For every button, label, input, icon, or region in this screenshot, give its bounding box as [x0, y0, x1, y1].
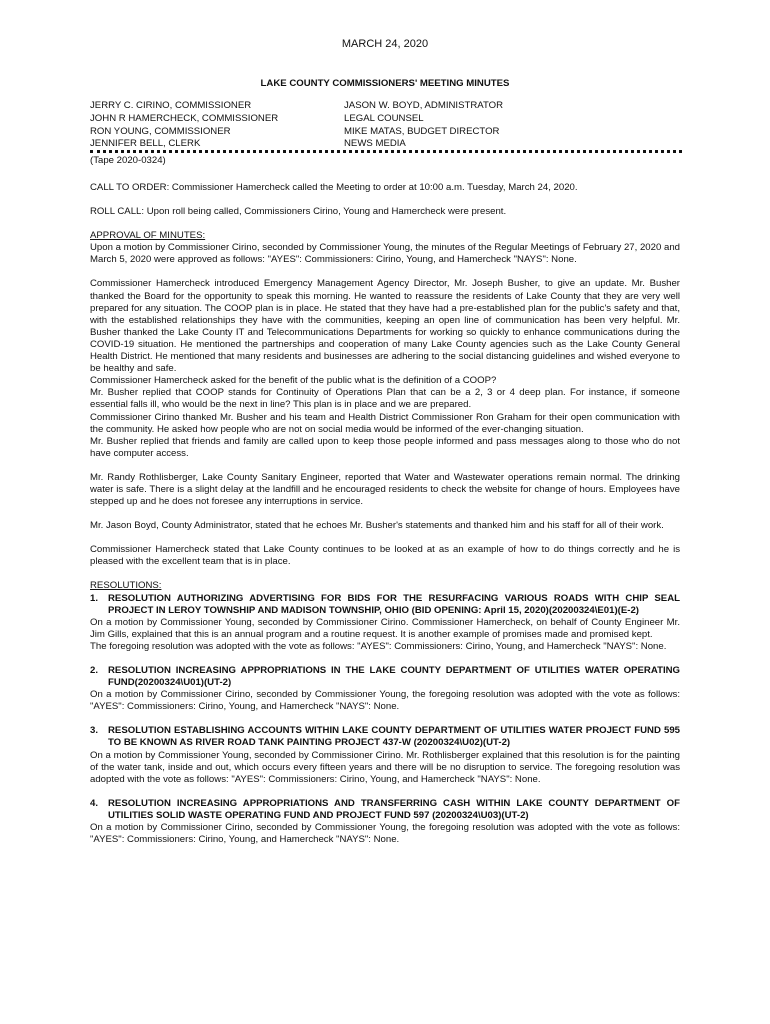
resolution-text: On a motion by Commissioner Young, seconded by Commissioner Cirino. Mr. Rothlisberger explained that this resolution is for the painting of the water tank, inside and out, which occurs every fifteen years and there will be no disruption to service. The foregoing resolution was adopted with the vote as follows: "AYES": Commissioners: Cirino, Young, and Hamercheck "NAYS": None.	[90, 749, 680, 785]
meeting-date: MARCH 24, 2020	[341, 38, 429, 50]
resolutions-heading: RESOLUTIONS:	[90, 580, 162, 592]
resolution-title: 2. RESOLUTION INCREASING APPROPRIATIONS IN THE LAKE COUNTY DEPARTMENT OF UTILITIES WATER OPERATING FUND(20200324\U01)(UT-2)	[90, 665, 680, 689]
roster-left-column	[90, 100, 340, 150]
roster-entry: JASON W. BOYD, ADMINISTRATOR	[344, 100, 504, 111]
resolution-text: On a motion by Commissioner Young, seconded by Commissioner Cirino. Commissioner Hamercheck, on behalf of County Engineer Mr. Jim Gills, explained that this is an annual program and a routine request. It is another example of promises made and promised kept.	[90, 616, 680, 640]
roster-entry: JOHN R HAMERCHECK, COMMISSIONER	[90, 112, 279, 124]
roster-entry: MIKE MATAS, BUDGET DIRECTOR	[344, 125, 500, 137]
dotted-divider	[90, 150, 682, 153]
boyd-statement: Mr. Jason Boyd, County Administrator, stated that he echoes Mr. Busher's statements and thanked him and his staff for all of their work.	[90, 520, 664, 532]
roster-entry: LEGAL COUNSEL	[344, 112, 424, 124]
roster-entry: JERRY C. CIRINO, COMMISSIONER	[90, 100, 252, 111]
resolution-title: 1. RESOLUTION AUTHORIZING ADVERTISING FOR BIDS FOR THE RESURFACING VARIOUS ROADS WITH CHIP SEAL PROJECT IN LEROY TOWNSHIP AND MADISON TOWNSHIP, OHIO (BID OPENING: April 15, 2020)(20200324\E01)(E-2)	[90, 592, 680, 616]
approval-heading: APPROVAL OF MINUTES:	[90, 230, 206, 242]
resolution-title: 4. RESOLUTION INCREASING APPROPRIATIONS AND TRANSFERRING CASH WITHIN LAKE COUNTY DEPARTMENT OF UTILITIES SOLID WASTE OPERATING FUND AND PROJECT FUND 597 (20200324\U03)(UT-2)	[90, 797, 680, 821]
cirino-thanks: Commissioner Cirino thanked Mr. Busher and his team and Health District Commissioner Ron Graham for their open communication with the community. He asked how people who are not on social media would be informed of the ever-changing situation.	[90, 411, 680, 435]
resolution-title: 3. RESOLUTION ESTABLISHING ACCOUNTS WITHIN LAKE COUNTY DEPARTMENT OF UTILITIES WATER PROJECT FUND 595 TO BE KNOWN AS RIVER ROAD TANK PAINTING PROJECT 437-W (20200324\U02)(UT-2)	[90, 725, 680, 749]
minutes-body	[90, 182, 680, 846]
roll-call: ROLL CALL: Upon roll being called, Commissioners Cirino, Young and Hamercheck were present.	[90, 206, 507, 218]
resolution-text: On a motion by Commissioner Cirino, seconded by Commissioner Young, the foregoing resolution was adopted with the vote as follows: "AYES": Commissioners: Cirino, Young, and Hamercheck "NAYS": None.	[90, 689, 680, 713]
roster-entry: NEWS MEDIA	[344, 138, 406, 150]
coop-answer: Mr. Busher replied that COOP stands for Continuity of Operations Plan that can be a 2, 3 or 4 deep plan. For instance, if someone essential falls ill, who would be the next in line? This plan is in place and we are prepared.	[90, 387, 680, 411]
coop-question: Commissioner Hamercheck asked for the benefit of the public what is the definition of a COOP?	[90, 375, 497, 387]
busher-intro: Commissioner Hamercheck introduced Emergency Management Agency Director, Mr. Joseph Busher, to give an update. Mr. Busher thanked the Board for the opportunity to speak this morning. He wanted to reassure the residents of Lake County that they are very well prepared for any situation. The COOP plan is in place. He stated that they have had a pre-established plan for the public's safety and that, with the established relationships they have with the communities, keeping an open line of communication has been very helpful. Mr. Busher thanked the Lake County IT and Telecommunications Departments for working so quickly to enhance communications during the COVID-19 situation. He mentioned the partnerships and cooperation of many Lake County agencies such as the Lake County General Health District. He mentioned that many residents and businesses are adhering to the social distancing guidelines and wished everyone to be healthy and safe.	[90, 278, 680, 375]
hamercheck-closing: Commissioner Hamercheck stated that Lake County continues to be looked at as an example of how to do things correctly and he is pleased with the excellent team that is in place.	[90, 544, 680, 568]
roster-right-column	[344, 100, 644, 150]
call-to-order: CALL TO ORDER: Commissioner Hamercheck called the Meeting to order at 10:00 a.m. Tuesday, March 24, 2020.	[90, 182, 578, 193]
roster-entry: JENNIFER BELL, CLERK	[90, 138, 201, 150]
roster-entry: RON YOUNG, COMMISSIONER	[90, 125, 231, 137]
resolution-text: On a motion by Commissioner Cirino, seconded by Commissioner Young, the foregoing resolution was adopted with the vote as follows: "AYES": Commissioners: Cirino, Young, and Hamercheck "NAYS": None.	[90, 822, 680, 846]
busher-reply: Mr. Busher replied that friends and family are called upon to keep those people informed and pass messages along to those who do not have computer access.	[90, 435, 680, 459]
tape-number: (Tape 2020-0324)	[90, 155, 166, 166]
rothlisberger-report: Mr. Randy Rothlisberger, Lake County Sanitary Engineer, reported that Water and Wastewater operations remain normal. The drinking water is safe. There is a slight delay at the landfill and he encouraged residents to check the website for change of hours. Employees have stepped up and he does not foresee any interruptions in service.	[90, 471, 680, 508]
resolution-vote: The foregoing resolution was adopted with the vote as follows: "AYES": Commissioners: Cirino, Young, and Hamercheck "NAYS": None.	[90, 640, 667, 652]
approval-text: Upon a motion by Commissioner Cirino, seconded by Commissioner Young, the minutes of the Regular Meetings of February 27, 2020 and March 5, 2020 were approved as follows: "AYES": Commissioners: Cirino, Young, and Hamercheck "NAYS": None.	[90, 242, 680, 266]
document-title: LAKE COUNTY COMMISSIONERS' MEETING MINUTES	[260, 78, 510, 89]
